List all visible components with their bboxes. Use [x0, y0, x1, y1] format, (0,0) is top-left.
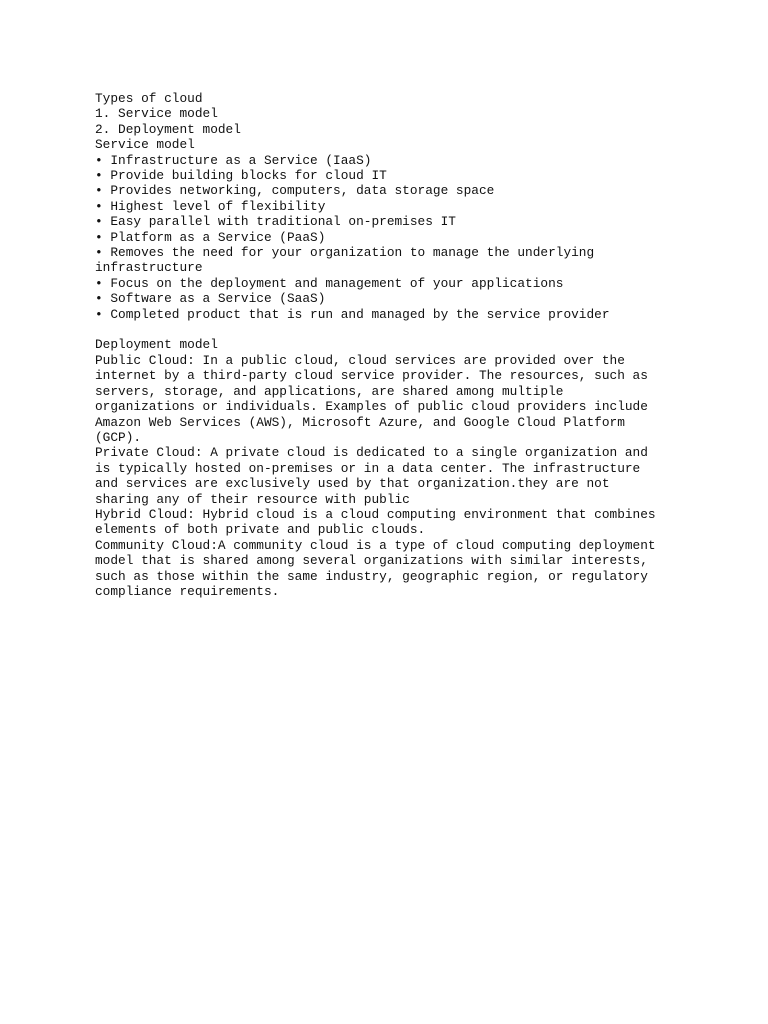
paragraph-spacer [95, 322, 695, 337]
document-page [95, 91, 695, 599]
deployment-model-line: sharing any of their resource with public [95, 491, 410, 507]
service-model-line: • Focus on the deployment and management of your applications [95, 275, 564, 291]
deployment-model-line: internet by a third-party cloud service provider. The resources, such as [95, 368, 648, 384]
deployment-model-line: model that is shared among several organizations with similar interests, [95, 553, 648, 569]
deployment-model-line: Private Cloud: A private cloud is dedicated to a single organization and [95, 445, 648, 461]
service-model-line: • Completed product that is run and managed by the service provider [95, 306, 610, 322]
deployment-model-heading: Deployment model [95, 337, 218, 353]
service-model-line: • Software as a Service (SaaS) [95, 291, 326, 307]
service-model-line: • Platform as a Service (PaaS) [95, 229, 326, 245]
types-heading: Types of cloud [95, 91, 203, 106]
service-model-line: • Easy parallel with traditional on-premises IT [95, 214, 456, 230]
deployment-model-line: is typically hosted on-premises or in a data center. The infrastructure [95, 460, 641, 476]
deployment-model-line: Hybrid Cloud: Hybrid cloud is a cloud computing environment that combines [95, 506, 656, 522]
deployment-model-line: servers, storage, and applications, are shared among multiple [95, 383, 564, 399]
deployment-model-line: Community Cloud:A community cloud is a type of cloud computing deployment [95, 537, 656, 553]
deployment-model-line: compliance requirements. [95, 583, 280, 599]
deployment-model-line: and services are exclusively used by that organization.they are not [95, 476, 610, 492]
service-model-line: infrastructure [95, 260, 203, 276]
types-list-item: 2. Deployment model [95, 121, 241, 137]
deployment-model-line: Public Cloud: In a public cloud, cloud services are provided over the [95, 352, 625, 368]
service-model-line: • Provide building blocks for cloud IT [95, 168, 387, 184]
deployment-model-line: (GCP). [95, 429, 142, 445]
types-list-item: 1. Service model [95, 106, 218, 122]
service-model-line: • Provides networking, computers, data storage space [95, 183, 495, 199]
deployment-model-line: Amazon Web Services (AWS), Microsoft Azure, and Google Cloud Platform [95, 414, 625, 430]
deployment-model-line: such as those within the same industry, geographic region, or regulatory [95, 568, 648, 584]
service-model-line: • Removes the need for your organization to manage the underlying [95, 245, 595, 261]
deployment-model-line: organizations or individuals. Examples of public cloud providers include [95, 399, 648, 415]
service-model-line: • Highest level of flexibility [95, 198, 326, 214]
service-model-heading: Service model [95, 137, 195, 153]
deployment-model-line: elements of both private and public clouds. [95, 522, 426, 538]
service-model-line: • Infrastructure as a Service (IaaS) [95, 152, 372, 168]
